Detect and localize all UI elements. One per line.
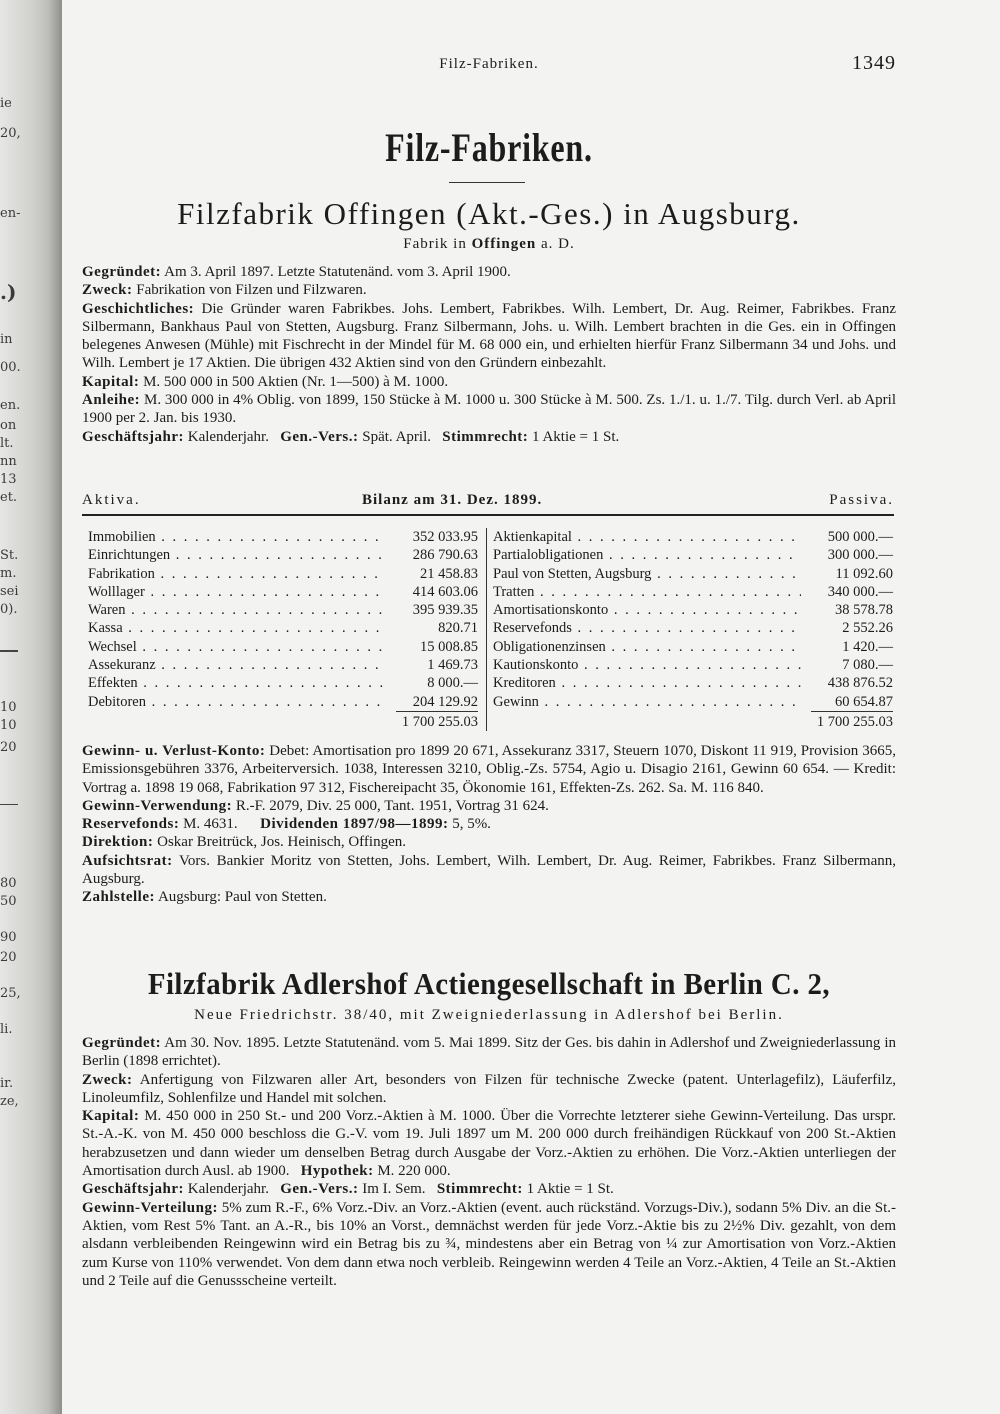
row-label: Waren . . . [88,601,388,619]
entry-supervisory-board: Aufsichtsrat: Vors. Bankier Moritz von Stetten, Johs. Lembert, Wilh. Lembert, Dr. Aug. Reimer, Fabrikbes. Franz Silbermann, Augsburg. [82,852,896,888]
row-amount: 204 129.92 [386,693,478,711]
gutter-fragment: St. [0,548,19,563]
gutter-rule [0,804,18,805]
gutter-fragment: nn [0,454,17,469]
passiva-row [487,638,899,656]
balance-sheet-header [82,492,894,516]
factory-location: Offingen [471,236,537,252]
gutter-fragment: m. [0,566,17,581]
balance-title: Bilanz am 31. Dez. 1899. [362,492,543,508]
entry-capital: Kapital: M. 500 000 in 500 Aktien (Nr. 1—500) à M. 1000. [82,373,449,390]
gutter-fragment: on [0,418,17,433]
aktiva-row [82,674,484,692]
row-amount: 8 000.— [386,674,478,692]
section-title: Filz-Fabriken. [385,125,593,170]
passiva-row [487,528,899,546]
row-amount: 414 603.06 [386,583,478,601]
company-title: Filzfabrik Adlershof Actiengesellschaft in Berlin C. 2, [147,966,831,1001]
passiva-label: Passiva. [829,492,894,508]
row-label: Paul von Stetten, Augsburg . . . [493,565,803,583]
passiva-row [487,583,899,601]
aktiva-total: 1 700 255.03 [396,711,478,732]
passiva-table [486,528,899,731]
row-label: Effekten . . . [88,674,388,692]
row-amount: 38 578.78 [801,601,893,619]
gutter-fragment: 20 [0,740,17,755]
row-label: Partialobligationen . . . [493,546,803,564]
passiva-row [487,565,899,583]
gutter-fragment: in [0,332,13,347]
entry-management: Direktion: Oskar Breitrück, Jos. Heinisch, Offingen. [82,834,406,851]
company-financials-block [82,742,896,907]
gutter-fragment: 90 [0,930,17,945]
entry-capital: Kapital: M. 450 000 in 250 St.- und 200 Vorz.-Aktien à M. 1000. Über die Vorrechte letzterer siehe Gewinn-Verteilung. Das urspr. St.-A.-K. von M. 450 000 beschloss die G.-V. vom 19. Juli 1897 um M. 200 000 durch freihändigen Rückkauf von 200 St.-Aktien herabzusetzen und dann wieder um denselben Betrag durch Ausgabe der Vorz.-Aktien zu erhöhen. Die Vorz.-Aktien unterliegen der Amortisation durch Ausl. ab 1900. Hypothek: M. 220 000. [82,1108,896,1180]
gutter-fragment: 20 [0,950,17,965]
entry-loan: Anleihe: M. 300 000 in 4% Oblig. von 1899, 150 Stücke à M. 1000 u. 300 Stücke à M. 500. Zs. 1./1. u. 1./7. Tilg. durch Verl. ab April 1900 per 2. Jan. bis 1930. [82,392,896,427]
entry-paying-agent: Zahlstelle: Augsburg: Paul von Stetten. [82,889,327,906]
gutter-fragment: 25, [0,986,21,1001]
page-number: 1349 [852,52,896,74]
row-label: Assekuranz . . . [88,656,388,674]
gutter-fragment: 00. [0,360,21,375]
gutter-fragment: ze, [0,1094,19,1109]
gutter-fragment: 50 [0,894,17,909]
passiva-total-row [487,711,899,731]
row-amount: 1 469.73 [386,656,478,674]
aktiva-row [82,528,484,546]
passiva-row [487,693,899,711]
row-label: Wolllager . . . [88,583,388,601]
row-amount: 395 939.35 [386,601,478,619]
gutter-fragment: 10 [0,718,17,733]
company-info-block [82,1034,896,1290]
entry-history: Geschichtliches: Die Gründer waren Fabrikbes. Johs. Lembert, Fabrikbes. Wilh. Lembert, Dr. Aug. Reimer, Fabrikbes. Franz Silbermann, Bankhaus Paul von Stetten, Augsburg. Franz Silbermann, Johs. u. Wilh. Lembert brachten in die Ges. ein in Offingen belegenes Anwesen (Mühle) mit Fischrecht in der Mindel für M. 68 000 ein, und erhielten hierfür Franz Silbermann 34 und Johs. und Wilh. Lembert je 17 Aktien. Die übrigen 432 Aktien sind von den Gründern einbezahlt. [82,300,896,372]
entry-profit-loss: Gewinn- u. Verlust-Konto: Debet: Amortisation pro 1899 20 671, Assekuranz 3317, Steuern 1070, Diskont 11 919, Provision 3665, Emissionsgebühren 3376, Arbeiterversich. 1038, Interessen 3210, Oblig.-Zs. 5754, Agio u. Disagio 2161, Gewinn 60 654. — Kredit: Vortrag a. 1898 19 068, Fabrikation 97 312, Fischereipacht 35, Ökonomie 161, Effekten-Zs. 262. Sa. M. 116 840. [82,743,896,796]
entry-profit-distribution: Gewinn-Verteilung: 5% zum R.-F., 6% Vorz.-Div. an Vorz.-Aktien (event. auch rückständ. Vorzugs-Div.), sodann 5% Div. an die St.-Aktien, vom Rest 5% Tant. an A.-R., bis 10% an Vorst., demnächst werden für jede Vorz.-Aktie bis zu 2½% Div. gezahlt, von dem alsdann verbleibenden Reingewinn wird ein Betrag bis zu ¾, mindestens aber ein Betrag von ¼ zur Amortisation von Vorz.-Aktien zum Kurse von 110% verwendet. Von dem dann etwa noch verbleib. Reingewinn werden 4 Teile an Vorz.-Aktien, 4 Teile an St.-Aktien und 2 Teile auf die Genussscheine verteilt. [82,1199,897,1289]
aktiva-row [82,565,484,583]
company-info-block [82,263,896,446]
row-amount: 21 458.83 [386,565,478,583]
row-label: Immobilien . . . [88,528,388,546]
gutter-fragment: 10 [0,700,17,715]
entry-profit-appropriation: Gewinn-Verwendung: R.-F. 2079, Div. 25 000, Tant. 1951, Vortrag 31 624. [82,797,549,814]
row-amount: 300 000.— [801,546,893,564]
row-label: Aktienkapital . . . [493,528,803,546]
row-label: Kassa . . . [88,619,388,637]
aktiva-table [82,528,484,731]
aktiva-row [82,601,484,619]
aktiva-label: Aktiva. [82,492,141,508]
passiva-row [487,601,899,619]
aktiva-row [82,656,484,674]
company-subtitle: Fabrik in Offingen a. D. [403,236,575,252]
passiva-row [487,674,899,692]
gutter-fragment: 13 [0,472,17,487]
section-divider [449,182,525,183]
row-label: Einrichtungen . . . [88,546,388,564]
row-label: Reservefonds . . . [493,619,803,637]
gutter-fragment: 0). [0,602,18,617]
passiva-row [487,546,899,564]
entry-reserve: Reservefonds: M. 4631. Dividenden 1897/98—1899: 5, 5%. [82,816,491,833]
aktiva-row [82,619,484,637]
passiva-row [487,619,899,637]
row-label: Amortisationskonto . . . [493,601,803,619]
left-page-gutter [0,0,62,1414]
row-amount: 11 092.60 [801,565,893,583]
aktiva-row [82,638,484,656]
passiva-row [487,656,899,674]
aktiva-total-row [82,711,484,731]
row-label: Obligationenzinsen . . . [493,638,803,656]
row-amount: 340 000.— [801,583,893,601]
row-amount: 2 552.26 [801,619,893,637]
row-label: Gewinn . . . [493,693,803,711]
entry-purpose: Zweck: Fabrikation von Filzen und Filzwaren. [82,282,367,299]
row-label: Debitoren . . . [88,693,388,711]
row-amount: 438 876.52 [801,674,893,692]
entry-founded: Gegründet: Am 3. April 1897. Letzte Statutenänd. vom 3. April 1900. [82,264,511,280]
row-label: Kautionskonto . . . [493,656,803,674]
aktiva-row [82,693,484,711]
row-label: Fabrikation . . . [88,565,388,583]
book-page [78,0,900,1414]
entry-fiscal-year: Geschäftsjahr: Kalenderjahr. Gen.-Vers.: Im I. Sem. Stimmrecht: 1 Aktie = 1 St. [82,1181,614,1198]
aktiva-row [82,546,484,564]
row-amount: 7 080.— [801,656,893,674]
aktiva-row [82,583,484,601]
row-amount: 286 790.63 [386,546,478,564]
gutter-fragment: ir. [0,1076,14,1091]
row-amount: 820.71 [386,619,478,637]
row-amount: 60 654.87 [801,693,893,711]
row-amount: 352 033.95 [386,528,478,546]
gutter-fragment: li. [0,1022,13,1037]
company-title: Filzfabrik Offingen (Akt.-Ges.) in Augsburg. [177,196,801,231]
gutter-fragment: .) [0,280,17,304]
entry-purpose: Zweck: Anfertigung von Filzwaren aller Art, besonders von Filzen für technische Zwecke (patent. Unterlagefilz), Läuferfilz, Linoleumfilz, Sohlenfilze und Handel mit solchen. [82,1071,896,1106]
passiva-total: 1 700 255.03 [811,711,893,732]
entry-fiscal-year: Geschäftsjahr: Kalenderjahr. Gen.-Vers.: Spät. April. Stimmrecht: 1 Aktie = 1 St. [82,428,620,445]
company-subtitle: Neue Friedrichstr. 38/40, mit Zweigniederlassung in Adlershof bei Berlin. [194,1007,784,1023]
row-label: Tratten . . . [493,583,803,601]
row-amount: 1 420.— [801,638,893,656]
gutter-fragment: 80 [0,876,17,891]
entry-founded: Gegründet: Am 30. Nov. 1895. Letzte Statutenänd. vom 5. Mai 1899. Sitz der Ges. bis dahin in Adlershof und Zweigniederlassung in Berlin (1898 errichtet). [82,1035,896,1070]
gutter-fragment: sei [0,584,19,599]
gutter-fragment: en. [0,398,21,413]
gutter-fragment: 20, [0,126,21,141]
row-label: Wechsel . . . [88,638,388,656]
row-amount: 15 008.85 [386,638,478,656]
gutter-rule [0,650,18,652]
row-amount: 500 000.— [801,528,893,546]
gutter-fragment: ie [0,96,12,111]
running-header: Filz-Fabriken. [439,56,539,72]
gutter-fragment: en- [0,206,21,221]
row-label: Kreditoren . . . [493,674,803,692]
gutter-fragment: et. [0,490,18,505]
gutter-fragment: lt. [0,436,14,451]
